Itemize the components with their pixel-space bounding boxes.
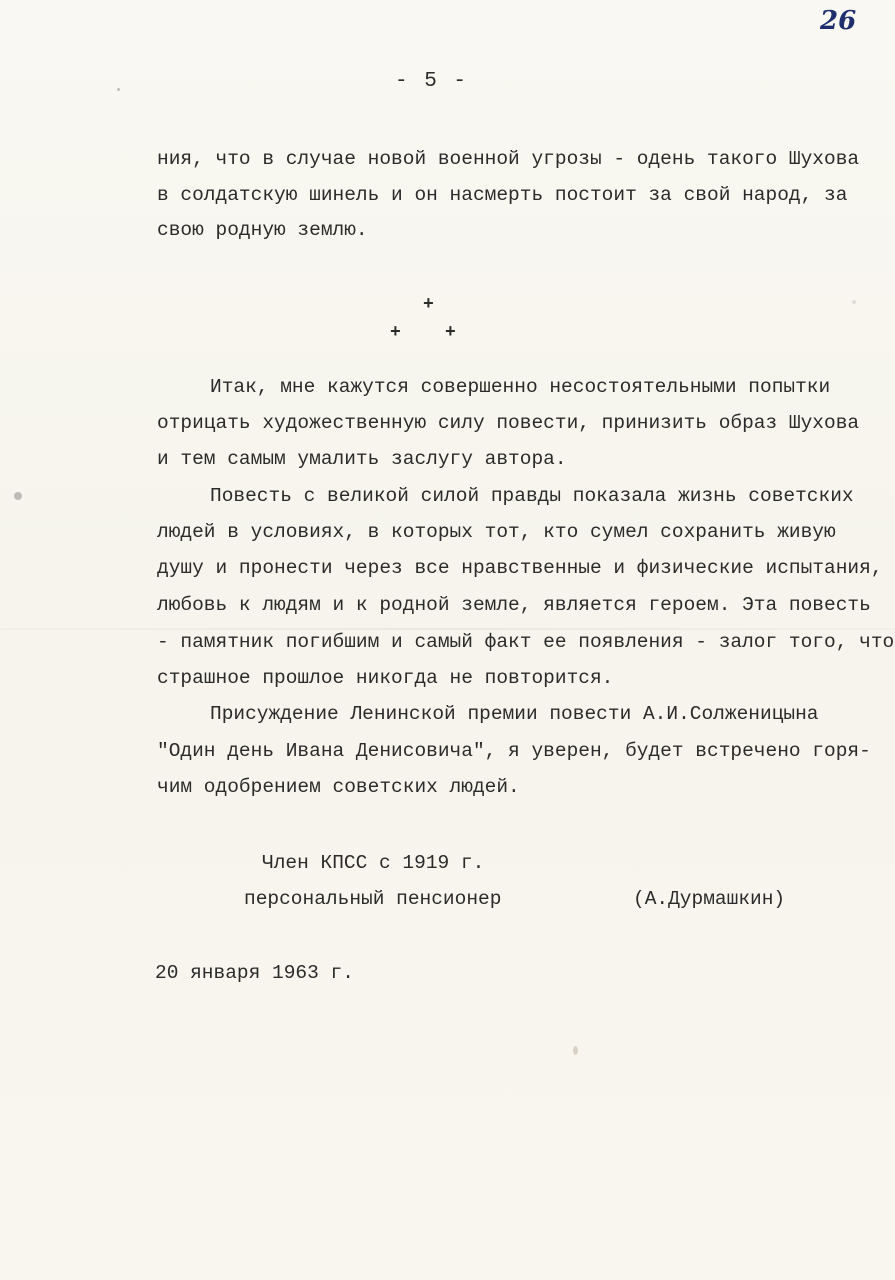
paragraph-line: - памятник погибшим и самый факт ее появления - залог того, что [157, 631, 895, 653]
page-number: - 5 - [395, 70, 469, 93]
paper-fold [0, 628, 895, 630]
document-date: 20 января 1963 г. [155, 962, 354, 984]
signature-status: персональный пенсионер [244, 888, 502, 910]
paragraph-line: душу и пронести через все нравственные и физические испытания, [157, 557, 883, 579]
paragraph-line: отрицать художественную силу повести, принизить образ Шухова [157, 412, 860, 434]
paper-speck [117, 88, 120, 91]
paragraph-line: Присуждение Ленинской премии повести А.И.Солженицына [210, 703, 819, 725]
separator-mark: + [390, 323, 401, 343]
paragraph-line: людей в условиях, в которых тот, кто сумел сохранить живую [157, 521, 836, 543]
paragraph-line: свою родную землю. [157, 219, 368, 241]
paper-speck [852, 300, 856, 304]
separator-mark: + [445, 323, 456, 343]
signature-membership: Член КПСС с 1919 г. [262, 852, 485, 874]
signature-name: (А.Дурмашкин) [633, 888, 786, 910]
paragraph-line: в солдатскую шинель и он насмерть постоит за свой народ, за [157, 184, 848, 206]
archive-page-number: 26 [820, 6, 857, 36]
paragraph-line: и тем самым умалить заслугу автора. [157, 448, 567, 470]
paper-speck [14, 492, 22, 500]
paragraph-line: любовь к людям и к родной земле, является героем. Эта повесть [157, 594, 871, 616]
paragraph-line: ния, что в случае новой военной угрозы - одень такого Шухова [157, 148, 860, 170]
paragraph-line: "Один день Ивана Денисовича", я уверен, будет встречено горя- [157, 740, 871, 762]
separator-mark: + [423, 295, 434, 315]
paragraph-line: чим одобрением советских людей. [157, 776, 520, 798]
paragraph-line: Повесть с великой силой правды показала жизнь советских [210, 485, 854, 507]
paper-speck [573, 1046, 578, 1055]
paragraph-line: страшное прошлое никогда не повторится. [157, 667, 614, 689]
paragraph-line: Итак, мне кажутся совершенно несостоятельными попытки [210, 376, 831, 398]
